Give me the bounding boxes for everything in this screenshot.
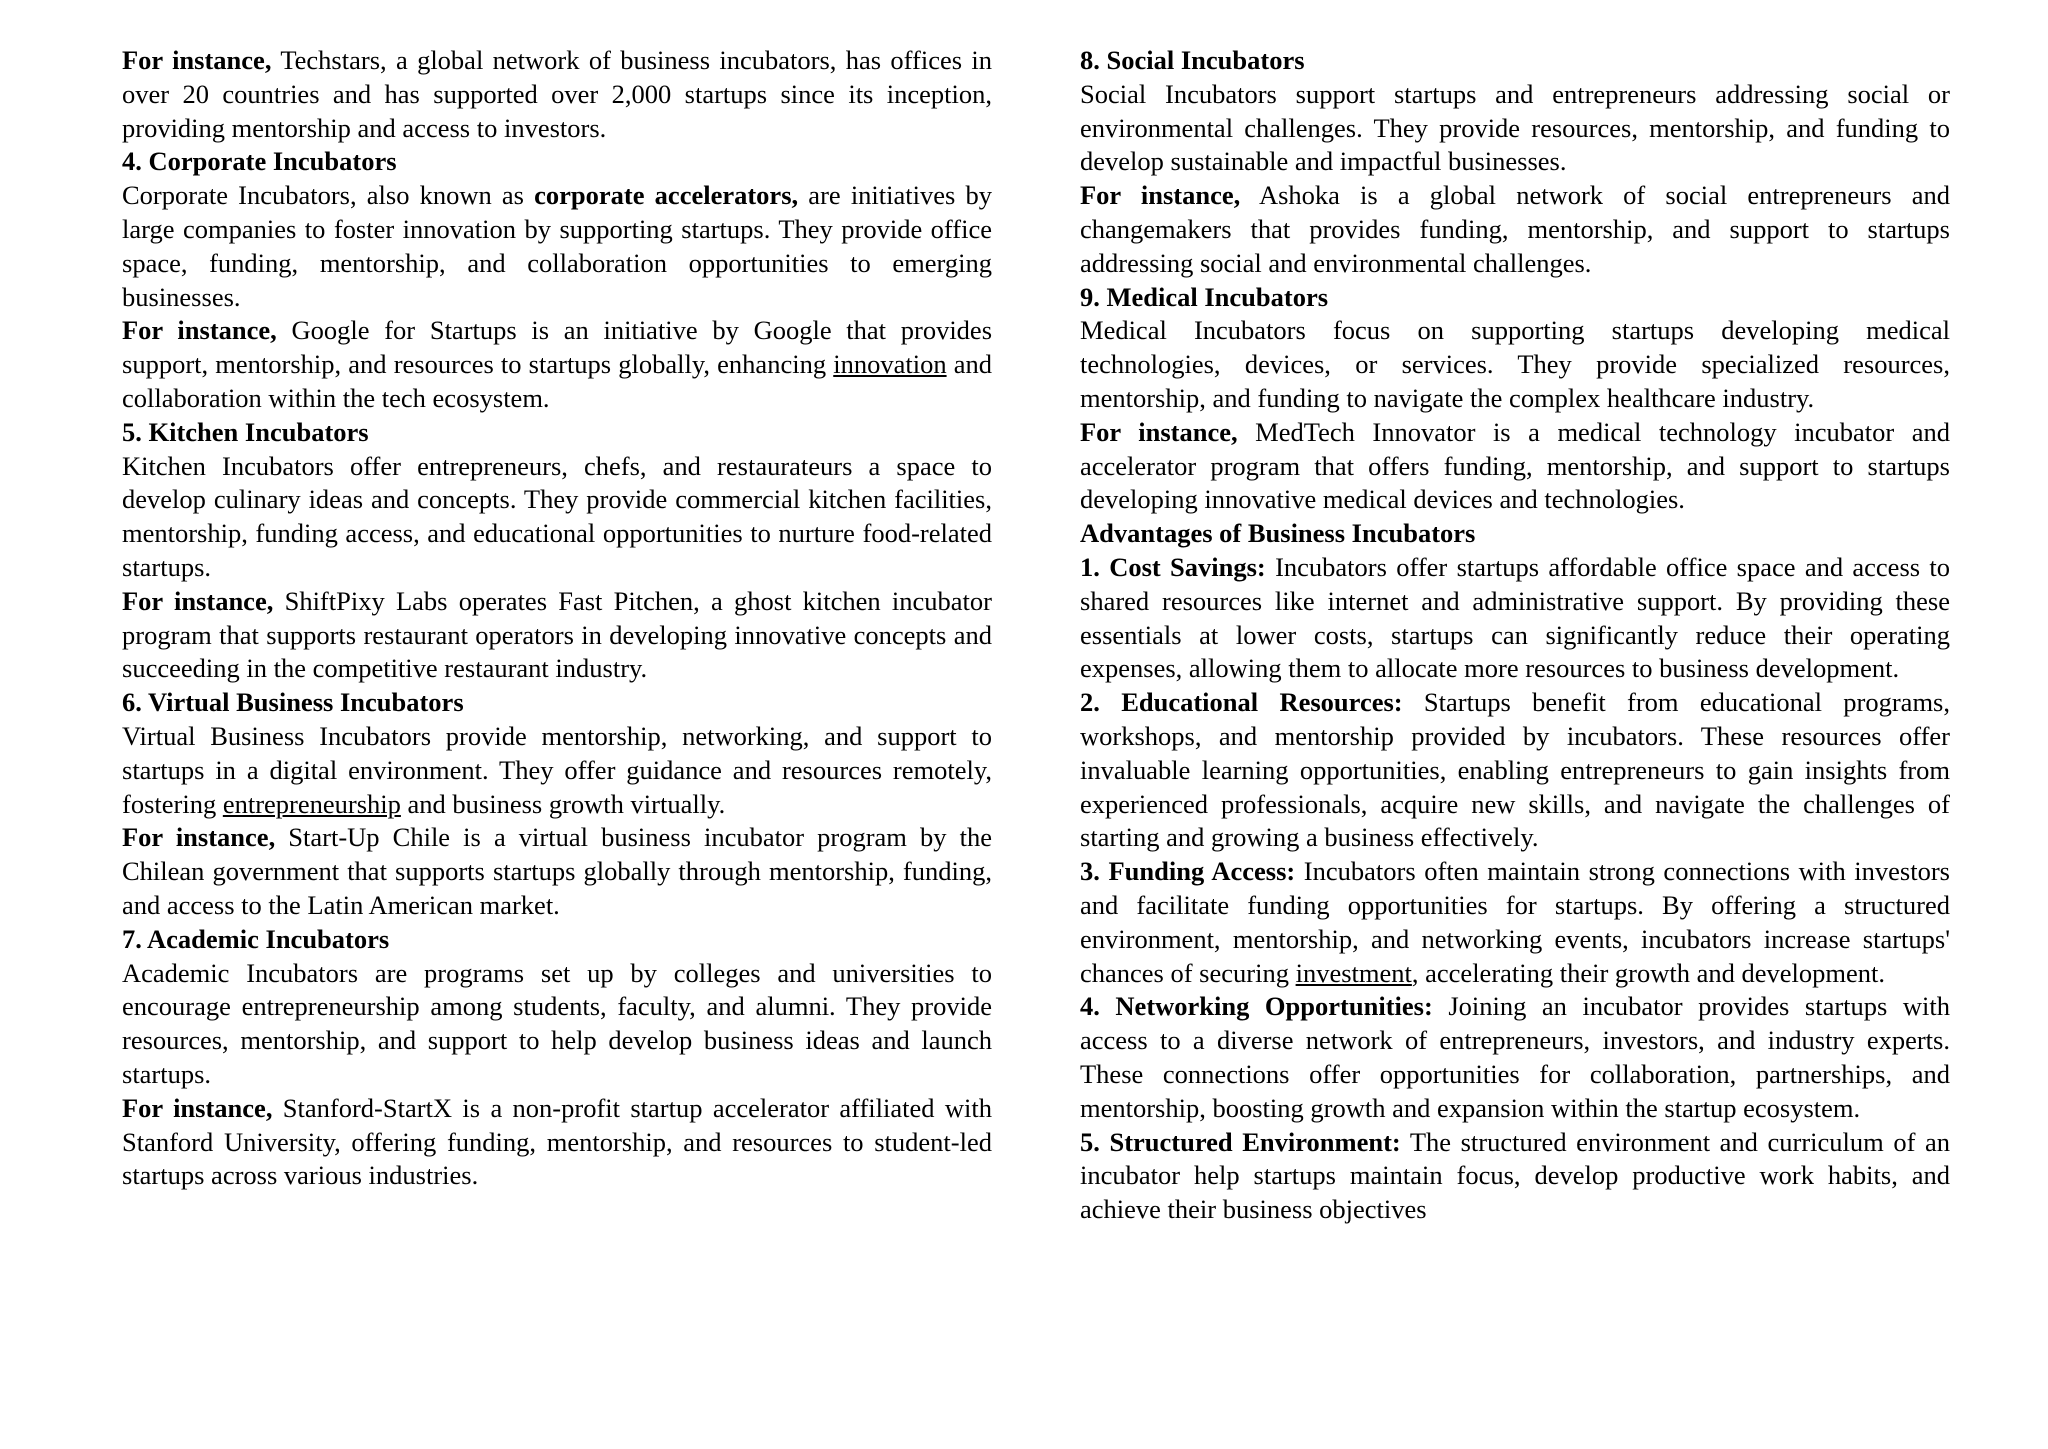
example-lead: For instance, [1080,416,1238,447]
example-text: Stanford-StartX is a non-profit startup accelerator affiliated with Stanford University, offering funding, mentorship, and resources to student-led startups across various industries. [122,1092,992,1191]
paragraph-text: Virtual Business Incubators provide mentorship, networking, and support to startups in a digital environment. They offer guidance and resources remotely, fostering [122,720,992,819]
advantage-text: Joining an incubator provides startups with access to a diverse network of entrepreneurs, investors, and industry experts. These connections offer opportunities for collaboration, partnerships, and mentorship, boosting growth and expansion within the startup ecosystem. [1080,991,1950,1123]
example-text: and collaboration within the tech ecosystem. [122,349,993,413]
advantage-text: , accelerating their growth and development. [1411,957,1886,988]
heading-social-incubators: 8. Social Incubators [1080,45,1305,75]
corporate-incubators-description [122,179,992,314]
example-text: Ashoka is a global network of social entrepreneurs and changemakers that provides funding, mentorship, and support to startups addressing social and environmental challenges. [1080,180,1950,278]
example-lead: For instance, [122,822,276,853]
example-text: Start-Up Chile is a virtual business incubator program by the Chilean government that supports startups globally through mentorship, funding, and access to the Latin American market. [122,822,992,920]
left-column [122,44,992,1193]
kitchen-incubators-description: Kitchen Incubators offer entrepreneurs, chefs, and restaurateurs a space to develop culinary ideas and concepts. They provide commercial kitchen facilities, mentorship, funding access, and educational opportunities to nurture food-related startups. [122,450,992,582]
medical-incubators-description: Medical Incubators focus on supporting startups developing medical technologies, devices, or services. They provide specialized resources, mentorship, and funding to navigate the complex healthcare industry. [1080,315,1950,413]
advantage-structured-environment [1080,1126,1950,1227]
advantage-networking-opportunities [1080,990,1950,1125]
startup-chile-example [122,821,992,922]
right-column [1080,44,1950,1227]
paragraph-text: Corporate Incubators, also known as [122,180,535,211]
heading-academic-incubators: 7. Academic Incubators [122,923,390,954]
example-text: Google for Startups is an initiative by Google that provides support, mentorship, and resources to startups globally, enhancing [122,315,993,380]
advantage-lead: 1. Cost Savings: [1080,551,1266,582]
shiftpixy-example [122,585,992,686]
advantage-text: Incubators offer startups affordable office space and access to shared resources like internet and administrative support. By providing these essentials at lower costs, startups can significantly reduce their operating expenses, allowing them to allocate more resources to business development. [1080,551,1950,684]
investment-link[interactable]: investment [1295,957,1412,988]
example-lead: For instance, [122,315,277,346]
advantage-text: The structured environment and curriculum of an incubator help startups maintain focus, develop productive work habits, and achieve their business objectives [1080,1126,1950,1225]
heading-virtual-incubators: 6. Virtual Business Incubators [122,687,464,718]
stanford-example [122,1092,992,1193]
advantage-cost-savings [1080,551,1950,686]
example-lead: For instance, [122,585,274,616]
academic-incubators-description: Academic Incubators are programs set up by colleges and universities to encourage entrepreneurship among students, faculty, and alumni. They provide resources, mentorship, and support to help develop business ideas and launch startups. [122,957,992,1089]
example-lead: For instance, [1080,180,1241,211]
paragraph-text: and business growth virtually. [400,788,726,819]
advantage-lead: 5. Structured Environment: [1080,1126,1401,1157]
heading-kitchen-incubators: 5. Kitchen Incubators [122,416,369,447]
bold-term: corporate accelerators, [534,180,799,211]
example-lead: For instance, [122,45,272,75]
heading-advantages: Advantages of Business Incubators [1080,518,1476,549]
social-incubators-description: Social Incubators support startups and entrepreneurs addressing social or environmental challenges. They provide resources, mentorship, and funding to develop sustainable and impactful businesses. [1080,78,1950,177]
medtech-example [1080,416,1950,517]
advantage-lead: 2. Educational Resources: [1080,687,1403,718]
ashoka-example [1080,179,1950,280]
advantage-educational-resources [1080,686,1950,855]
advantage-text: Startups benefit from educational programs, workshops, and mentorship provided by incubators. These resources offer invaluable learning opportunities, enabling entrepreneurs to gain insights from experienced professionals, acquire new skills, and navigate the challenges of starting and growing a business effectively. [1080,687,1950,853]
google-example [122,314,992,415]
virtual-incubators-description [122,720,992,821]
heading-corporate-incubators: 4. Corporate Incubators [122,146,397,177]
advantage-lead: 3. Funding Access: [1080,856,1296,887]
example-text: Techstars, a global network of business incubators, has offices in over 20 countries and has supported over 2,000 startups since its inception, providing mentorship and access to investors. [122,45,992,143]
entrepreneurship-link[interactable]: entrepreneurship [222,788,401,819]
advantage-funding-access [1080,855,1950,990]
techstars-example [122,44,992,145]
example-lead: For instance, [122,1092,273,1123]
paragraph-text: are initiatives by large companies to foster innovation by supporting startups. They provide office space, funding, mentorship, and collaboration opportunities to emerging businesses. [122,180,992,312]
heading-medical-incubators: 9. Medical Incubators [1080,281,1329,312]
example-text: ShiftPixy Labs operates Fast Pitchen, a ghost kitchen incubator program that supports restaurant operators in developing innovative concepts and succeeding in the competitive restaurant industry. [122,585,992,684]
advantage-text: Incubators often maintain strong connections with investors and facilitate funding opportunities for startups. By offering a structured environment, mentorship, and networking events, incubators increase startups' chances of securing [1080,856,1950,988]
example-text: MedTech Innovator is a medical technology incubator and accelerator program that offers funding, mentorship, and support to startups developing innovative medical devices and technologies. [1080,416,1950,515]
advantage-lead: 4. Networking Opportunities: [1080,991,1433,1022]
innovation-link[interactable]: innovation [833,349,947,380]
